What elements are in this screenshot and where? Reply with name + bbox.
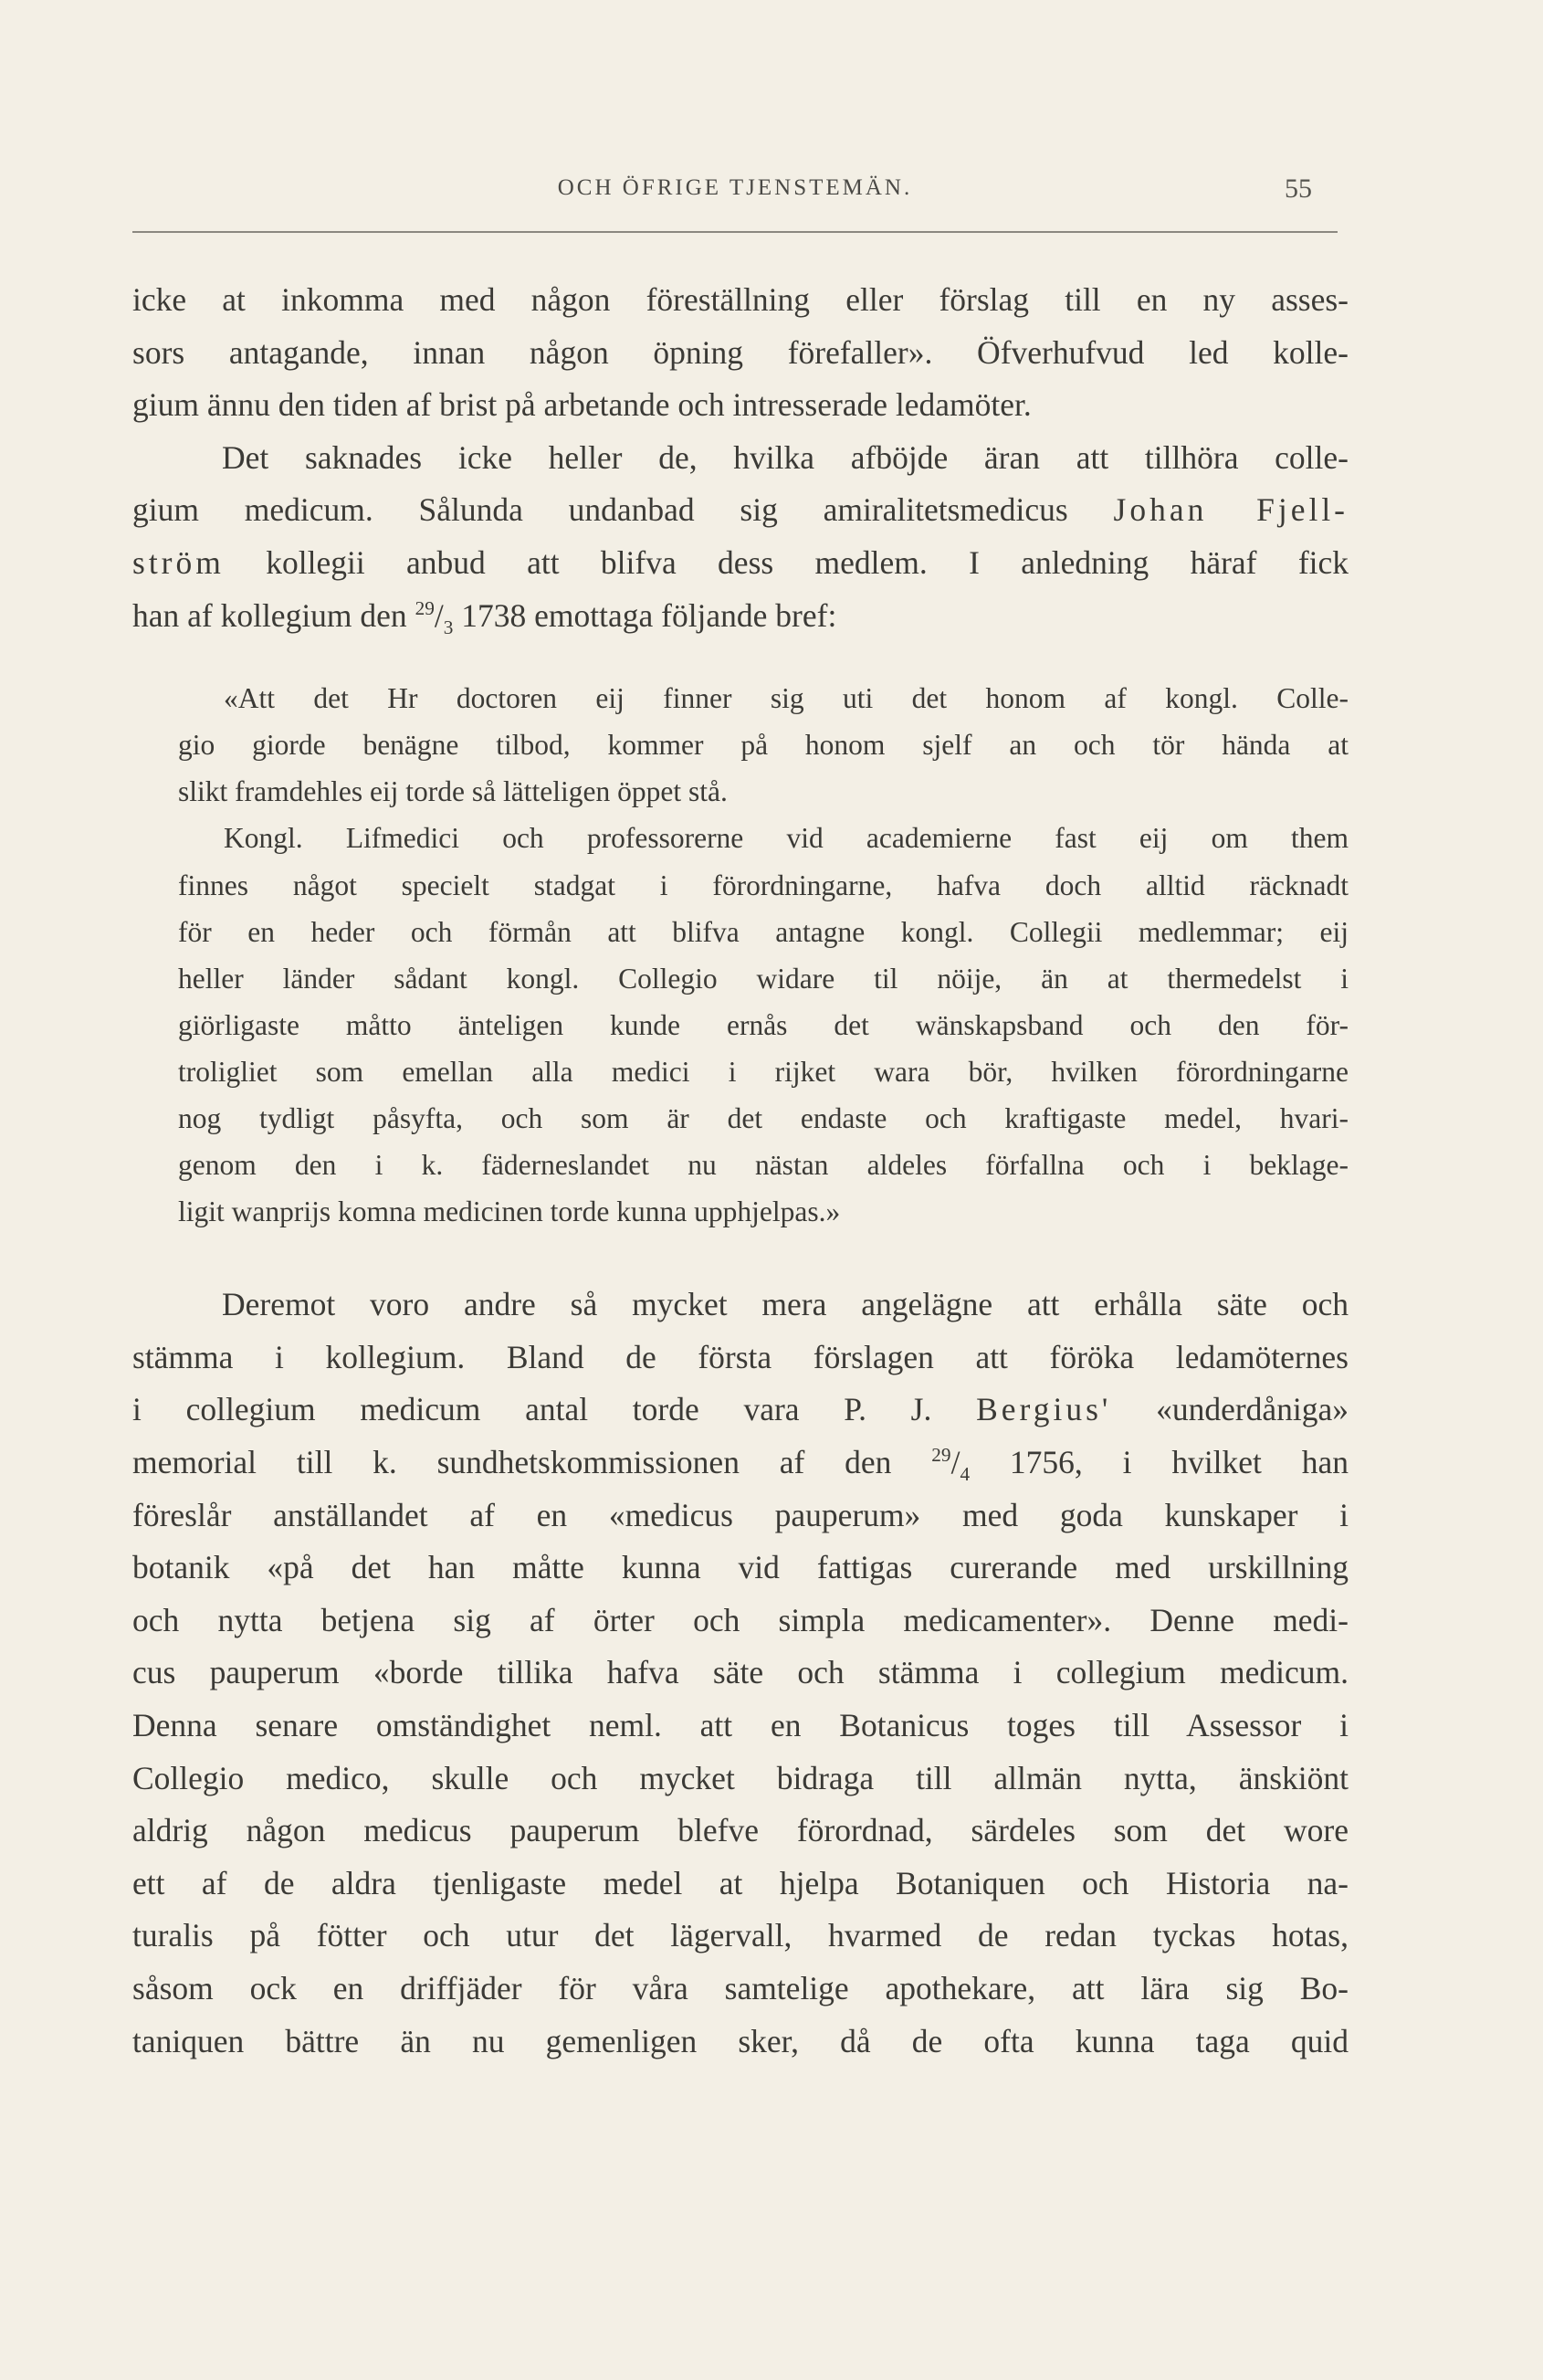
- text-span: 1738 emottaga följande bref:: [461, 596, 837, 634]
- text-line: stämma i kollegium. Bland de första förslagen att föröka ledamöternes: [132, 1338, 1349, 1375]
- quote-line: nog tydligt påsyfta, och som är det endaste och kraftigaste medel, hvari-: [178, 1102, 1349, 1134]
- text-span: kollegii anbud att blifva dess medlem. I anledning häraf fick: [266, 543, 1349, 581]
- quote-line: troligliet som emellan alla medici i rijket wara bör, hvilken förordningarne: [178, 1055, 1349, 1088]
- text-span: gium medicum. Sålunda undanbad sig amiralitetsmedicus: [132, 491, 1068, 529]
- text-span: «underdåniga»: [1156, 1391, 1349, 1428]
- text-line: [132, 1384, 1349, 1437]
- date-numerator: 29: [415, 596, 435, 619]
- text-line: och nytta betjena sig af örter och simpla medicamenter». Denne medi-: [132, 1601, 1349, 1638]
- text-line: Det saknades icke heller de, hvilka afböjde äran att tillhöra colle-: [222, 438, 1349, 476]
- text-line: gium ännu den tiden af brist på arbetande och intresserade ledamöter.: [132, 386, 1032, 424]
- text-line: turalis på fötter och utur det lägervall, hvarmed de redan tyckas hotas,: [132, 1917, 1349, 1954]
- person-name: Johan Fjell-: [1113, 491, 1349, 529]
- text-line: såsom ock en driffjäder för våra samtelige apothekare, att lära sig Bo-: [132, 1970, 1349, 2006]
- text-line: Deremot voro andre så mycket mera angelägne att erhålla säte och: [222, 1286, 1349, 1323]
- quote-line: heller länder sådant kongl. Collegio widare til nöije, än at thermedelst i: [178, 962, 1349, 995]
- paragraph-2: [132, 432, 1349, 642]
- person-name: Bergius': [976, 1391, 1112, 1428]
- page-number: 55: [1285, 174, 1312, 204]
- paragraph-1: [132, 274, 1349, 432]
- text-line: aldrig någon medicus pauperum blefve förordnad, särdeles som det wore: [132, 1812, 1349, 1849]
- text-span: i collegium medicum antal torde vara P. J.: [132, 1391, 932, 1428]
- header-rule: [132, 231, 1338, 233]
- text-line: botanik «på det han måtte kunna vid fattigas curerande med urskillning: [132, 1549, 1349, 1586]
- quote-line: gio giorde benägne tilbod, kommer på honom sjelf an och tör hända at: [178, 729, 1349, 762]
- quote-line: Kongl. Lifmedici och professorerne vid academierne fast eij om them: [224, 822, 1349, 855]
- quote-line: giörligaste måtto änteligen kunde ernås det wänskapsband och den för-: [178, 1008, 1349, 1041]
- text-line: memorial till k. sundhetskommissionen af den $^{29}/_4$ 1756, i hvilket han: [132, 1444, 1349, 1486]
- text-span: memorial till k. sundhetskommissionen af den: [132, 1444, 892, 1481]
- text-line: Collegio medico, skulle och mycket bidraga till allmän nytta, änskiönt: [132, 1759, 1349, 1796]
- quote-line: för en heder och förmån att blifva antagne kongl. Collegii medlemmar; eij: [178, 915, 1349, 948]
- date-numerator: 29: [931, 1444, 951, 1467]
- quote-line: finnes något specielt stadgat i förordningarne, hafva doch alltid räcknadt: [178, 869, 1349, 901]
- quote-line: genom den i k. fäderneslandet nu nästan aldeles förfallna och i beklage-: [178, 1149, 1349, 1182]
- quote-line: «Att det Hr doctoren eij finner sig uti det honom af kongl. Colle-: [224, 682, 1349, 715]
- text-line: taniquen bättre än nu gemenligen sker, då de ofta kunna taga quid: [132, 2022, 1349, 2059]
- person-name: ström: [132, 543, 225, 581]
- text-line: ett af de aldra tjenligaste medel at hjelpa Botaniquen och Historia na-: [132, 1864, 1349, 1901]
- running-head: OCH ÖFRIGE TJENSTEMÄN.: [557, 175, 913, 200]
- text-line: sors antagande, innan någon öpning förefaller». Öfverhufvud led kolle-: [132, 333, 1349, 371]
- quote-line: ligit wanprijs komna medicinen torde kunna upphjelpas.»: [178, 1195, 841, 1228]
- text-line: föreslår anställandet af en «medicus pauperum» med goda kunskaper i: [132, 1496, 1349, 1533]
- text-line: [132, 484, 1349, 537]
- text-line: cus pauperum «borde tillika hafva säte och stämma i collegium medicum.: [132, 1654, 1349, 1691]
- page-header: [132, 175, 1338, 212]
- text-span: 1756, i hvilket han: [1009, 1444, 1349, 1481]
- text-line: icke at inkomma med någon föreställning eller förslag till en ny asses-: [132, 281, 1349, 318]
- quote-line: slikt framdehles eij torde så lätteligen öppet stå.: [178, 775, 728, 808]
- text-line: [132, 537, 1349, 590]
- paragraph-3: [132, 1279, 1349, 2068]
- text-line: Denna senare omständighet neml. att en Botanicus toges till Assessor i: [132, 1707, 1349, 1744]
- text-line: han af kollegium den $^{29}/_3$ 1738 emottaga följande bref:: [132, 596, 837, 638]
- date-denominator: 3: [443, 616, 454, 638]
- date-denominator: 4: [960, 1463, 971, 1486]
- body-text: [132, 274, 1349, 2068]
- text-span: han af kollegium den: [132, 596, 407, 634]
- quotation: [178, 675, 1349, 1235]
